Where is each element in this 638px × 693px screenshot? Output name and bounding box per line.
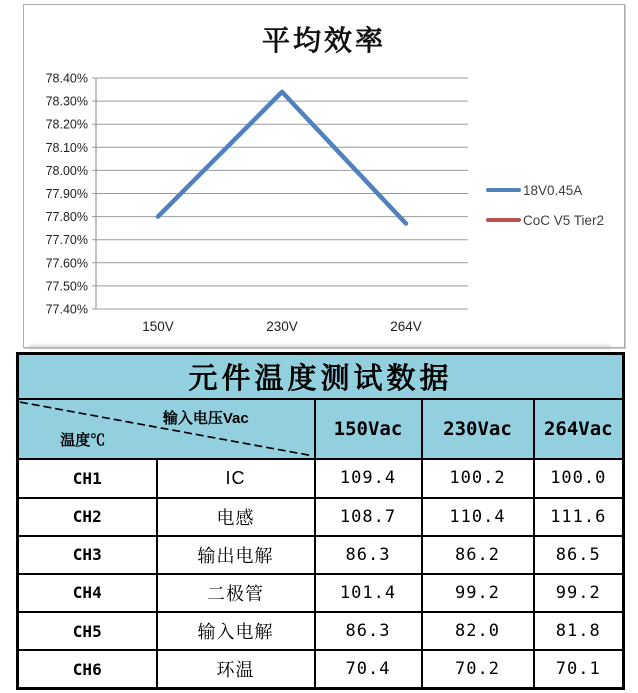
scan-artifact	[28, 345, 612, 349]
y-axis-tick-label: 78.00%	[45, 163, 88, 178]
value-cell: 86.5	[534, 536, 624, 574]
value-cell: 99.2	[422, 574, 534, 612]
corner-label-input-voltage: 输入电压Vac	[162, 410, 249, 428]
chart-legend	[486, 180, 621, 240]
component-cell: 电感	[157, 498, 315, 536]
corner-label-temperature: 温度℃	[60, 432, 106, 450]
y-axis-tick-label: 78.20%	[45, 117, 88, 132]
y-axis-tick-label: 77.80%	[45, 210, 88, 225]
channel-cell: CH4	[18, 574, 157, 612]
diagonal-corner-cell	[18, 399, 315, 459]
x-axis-tick-label: 230V	[266, 319, 298, 334]
component-cell: 输入电解	[157, 612, 315, 650]
y-axis-tick-label: 77.50%	[45, 279, 88, 294]
value-cell: 86.2	[422, 536, 534, 574]
value-cell: 70.4	[315, 650, 422, 688]
legend-label: CoC V5 Tier2	[523, 212, 605, 228]
table-row	[18, 650, 624, 688]
channel-cell: CH2	[18, 498, 157, 536]
x-axis-tick-label: 264V	[390, 319, 422, 334]
column-header-230vac: 230Vac	[422, 399, 534, 459]
table-row	[18, 498, 624, 536]
y-axis-tick-label: 78.30%	[45, 94, 88, 109]
value-cell: 82.0	[422, 612, 534, 650]
legend-item-coc-v5-tier2	[486, 210, 621, 230]
value-cell: 108.7	[315, 498, 422, 536]
value-cell: 99.2	[534, 574, 624, 612]
component-cell: IC	[157, 459, 315, 497]
legend-item-18v045a	[486, 180, 621, 200]
table-row	[18, 459, 624, 497]
y-axis-tick-label: 77.90%	[45, 187, 88, 201]
value-cell: 109.4	[315, 459, 422, 497]
value-cell: 81.8	[534, 612, 624, 650]
value-cell: 111.6	[534, 498, 624, 536]
y-axis-tick-label: 78.40%	[45, 71, 88, 86]
column-header-150vac: 150Vac	[315, 399, 422, 459]
component-cell: 输出电解	[157, 536, 315, 574]
component-cell: 环温	[157, 650, 315, 688]
table-row	[18, 536, 624, 574]
channel-cell: CH5	[18, 612, 157, 650]
channel-cell: CH6	[18, 650, 157, 688]
legend-line-icon	[486, 218, 521, 222]
table-title: 元件温度测试数据	[18, 354, 624, 400]
y-axis-tick-label: 78.10%	[45, 140, 88, 155]
channel-cell: CH3	[18, 536, 157, 574]
value-cell: 101.4	[315, 574, 422, 612]
value-cell: 110.4	[422, 498, 534, 536]
table-row	[18, 574, 624, 612]
value-cell: 100.2	[422, 459, 534, 497]
chart-title: 平均效率	[261, 24, 386, 57]
value-cell: 70.2	[422, 650, 534, 688]
y-axis-tick-label: 77.60%	[45, 256, 88, 271]
component-temperature-table	[16, 352, 625, 690]
component-cell: 二极管	[157, 574, 315, 612]
column-header-264vac: 264Vac	[534, 399, 624, 459]
table-row	[18, 612, 624, 650]
legend-line-icon	[486, 188, 521, 192]
series-line-18V0.45A	[158, 92, 406, 224]
y-axis-tick-label: 77.40%	[45, 302, 88, 317]
chart-plot-svg	[24, 5, 624, 347]
value-cell: 70.1	[534, 650, 624, 688]
efficiency-chart	[23, 4, 625, 348]
value-cell: 86.3	[315, 536, 422, 574]
value-cell: 100.0	[534, 459, 624, 497]
value-cell: 86.3	[315, 612, 422, 650]
x-axis-tick-label: 150V	[142, 319, 174, 334]
y-axis-tick-label: 77.70%	[45, 233, 88, 248]
legend-label: 18V0.45A	[523, 182, 583, 198]
channel-cell: CH1	[18, 459, 157, 497]
